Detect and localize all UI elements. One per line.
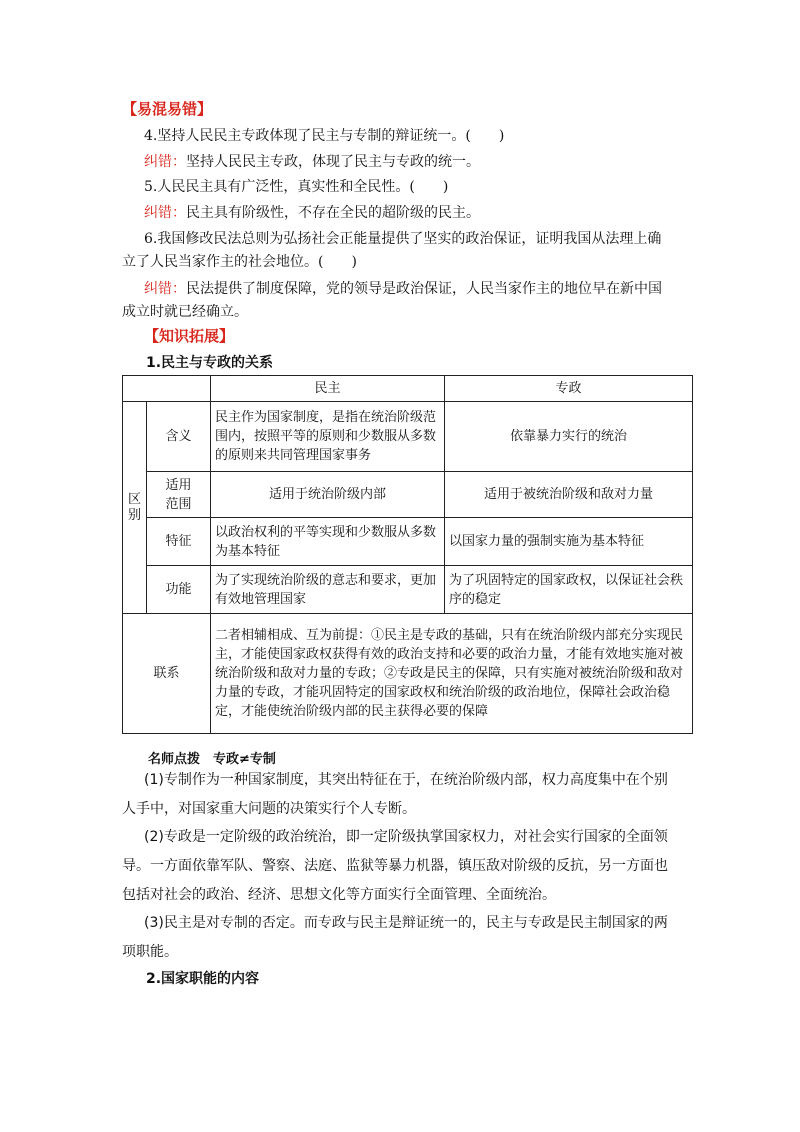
answer-5-text: 民主具有阶级性，不存在全民的超阶级的民主。 [186,205,480,221]
row-label-function: 功能 [147,566,211,614]
relation-table [122,375,693,734]
difference-label-bottom: 别 [127,507,141,523]
col-header-democracy: 民主 [211,376,445,402]
answer-6-line2: 成立时就已经确立。 [122,304,248,320]
row-label-scope-line2: 范围 [165,496,192,512]
answer-6-line1 [144,279,662,299]
cell-function-democracy: 为了实现统治阶级的意志和要求，更加有效地管理国家 [211,566,445,614]
row-label-scope-line1: 适用 [165,477,192,493]
cell-scope-democracy: 适用于统治阶级内部 [211,472,445,518]
col-header-dictatorship: 专政 [445,376,693,402]
table-row-feature [123,518,693,566]
tip-2-line3: 包括对社会的政治、经济、思想文化等方面实行全面管理、全面统治。 [122,887,556,903]
answer-4-text: 坚持人民民主专政，体现了民主与专政的统一。 [186,154,480,170]
table-row-link [123,614,693,734]
answer-5 [144,203,480,223]
fix-label: 纠错： [144,205,186,221]
tip-2-line1: (2)专政是一定阶级的政治统治，即一定阶级执掌国家权力，对社会实行国家的全面领 [144,829,668,845]
section-2-title: 2.国家职能的内容 [146,971,260,987]
confusion-header: 【易混易错】 [122,100,213,118]
row-label-scope [147,472,211,518]
cell-function-dictatorship: 为了巩固特定的国家政权，以保证社会秩序的稳定 [445,566,693,614]
answer-6-text: 民法提供了制度保障，党的领导是政治保证，人民当家作主的地位早在新中国 [186,281,662,297]
tip-3-line2: 项职能。 [122,944,178,960]
tip-title: 名师点拨 专政≠专制 [148,752,276,767]
difference-label-top: 区 [127,491,141,507]
table-row-meaning [123,402,693,472]
question-5: 5.人民民主具有广泛性，真实性和全民性。( ) [144,179,449,195]
cell-feature-dictatorship: 以国家力量的强制实施为基本特征 [445,518,693,566]
cell-link-text: 二者相辅相成、互为前提：①民主是专政的基础，只有在统治阶级内部充分实现民主，才能使国家政权获得有效的政治支持和必要的政治力量，才能有效地实施对被统治阶级和敌对力量的专政；②专政是民主的保障，只有实施对被统治阶级和敌对力量的专政，才能巩固特定的国家政权和统治阶级的政治地位，保障社会政治稳定，才能使统治阶级内部的民主获得必要的保障 [211,614,693,734]
section-1-title: 1.民主与专政的关系 [146,355,274,371]
question-4: 4.坚持人民民主专政体现了民主与专制的辩证统一。( ) [144,128,505,144]
cell-scope-dictatorship: 适用于被统治阶级和敌对力量 [445,472,693,518]
table-header-row [123,376,693,402]
tip-1-line2: 人手中，对国家重大问题的决策实行个人专断。 [122,801,416,817]
cell-meaning-dictatorship: 依靠暴力实行的统治 [445,402,693,472]
table-row-function [123,566,693,614]
extension-header: 【知识拓展】 [144,327,235,345]
table-corner-cell [123,376,211,402]
row-label-meaning: 含义 [147,402,211,472]
question-6-line2: 立了人民当家作主的社会地位。( ) [122,254,357,270]
row-label-feature: 特征 [147,518,211,566]
fix-label: 纠错： [144,281,186,297]
cell-meaning-democracy: 民主作为国家制度，是指在统治阶级范围内，按照平等的原则和少数服从多数的原则来共同管理国家事务 [211,402,445,472]
tip-3-line1: (3)民主是对专制的否定。而专政与民主是辩证统一的，民主与专政是民主制国家的两 [144,915,668,931]
row-label-link: 联系 [123,614,211,734]
table-row-scope [123,472,693,518]
difference-group-label [123,402,147,614]
fix-label: 纠错： [144,154,186,170]
cell-feature-democracy: 以政治权利的平等实现和少数服从多数为基本特征 [211,518,445,566]
question-6-line1: 6.我国修改民法总则为弘扬社会正能量提供了坚实的政治保证，证明我国从法理上确 [144,231,662,247]
tip-2-line2: 导。一方面依靠军队、警察、法庭、监狱等暴力机器，镇压敌对阶级的反抗，另一方面也 [122,858,668,874]
answer-4 [144,152,480,172]
tip-1-line1: (1)专制作为一种国家制度，其突出特征在于，在统治阶级内部，权力高度集中在个别 [144,772,668,788]
